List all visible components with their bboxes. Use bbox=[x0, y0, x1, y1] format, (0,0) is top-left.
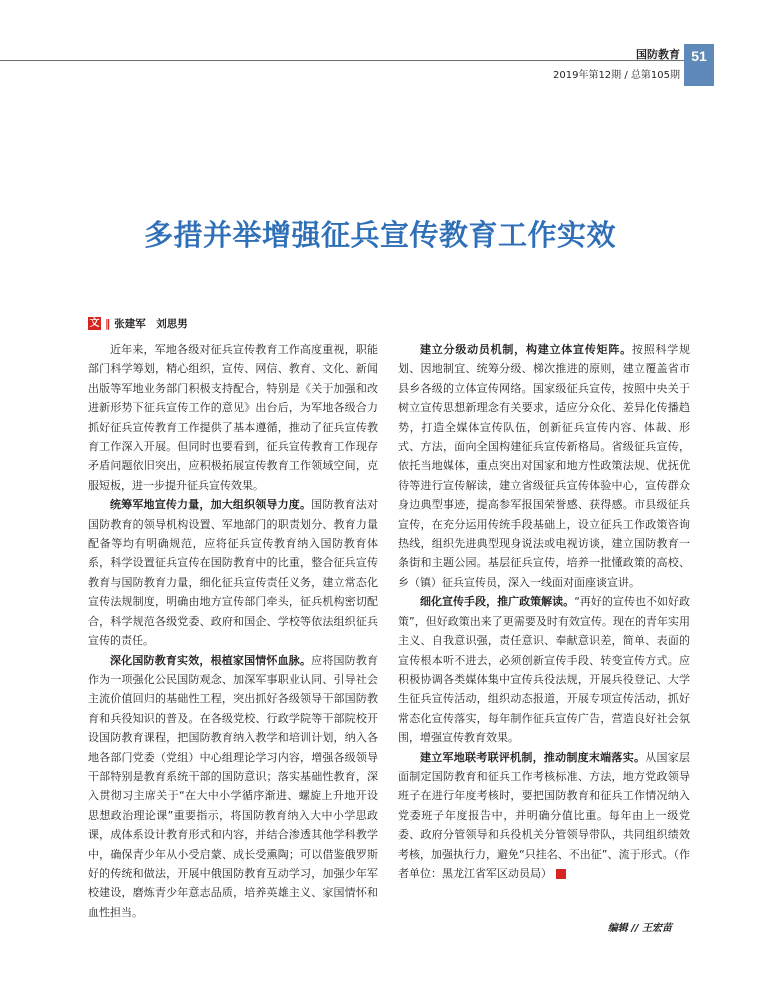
page-number: 51 bbox=[684, 44, 714, 86]
right-column bbox=[398, 340, 690, 883]
paragraph: 建立军地联考联评机制，推动制度末端落实。从国家层面制定国防教育和征兵工作考核标准、方法，地方党政领导班子在进行年度考核时，要把国防教育和征兵工作情况纳入党委班子年度报告中，并明确分值比重。每年由上一级党委、政府分管领导和兵役机关分管领导带队，共同组织绩效考核，加强执行力，避免“只挂名、不出征”、流于形式。（作者单位：黑龙江省军区动员局） G bbox=[398, 750, 691, 880]
byline-tag: 文 bbox=[89, 318, 100, 329]
issue-info: 2019年第12期 / 总第105期 bbox=[553, 70, 680, 81]
journal-name: 国防教育 bbox=[636, 48, 680, 61]
authors: 张建军 刘思男 bbox=[114, 318, 188, 330]
paragraph: 建立分级动员机制，构建立体宣传矩阵。按照科学规划、因地制宜、统筹分级、梯次推进的原则，建立覆盖省市县乡各级的立体宣传网络。国家级征兵宣传，按照中央关于树立宣传思想新理念有关要求，适应分众化、差异化传播趋势，打造全媒体宣传队伍，创新征兵宣传内容、体裁、形式、方法，面向全国构建征兵宣传新格局。省级征兵宣传，依托当地媒体，重点突出对国家和地方性政策法规、优抚优待等进行宣传解读，建立省级征兵宣传体验中心，宣传群众身边典型事迹，提高参军报国荣誉感、获得感。市县级征兵宣传，在充分运用传统手段基础上，设立征兵工作政策咨询热线，组织先进典型现身说法或电视访谈，建立国防教育一条街和主题公园。基层征兵宣传，培养一批懂政策的高校、乡（镇）征兵宣传员，深入一线面对面座谈宣讲。 bbox=[398, 343, 691, 589]
article-title: 多措并举增强征兵宣传教育工作实效 bbox=[143, 218, 616, 252]
byline bbox=[88, 316, 188, 331]
header-rule bbox=[0, 60, 684, 61]
paragraph: 近年来，军地各级对征兵宣传教育工作高度重视，职能部门科学筹划，精心组织，宣传、网信、教育、文化、新闻出版等军地业务部门积极支持配合，特别是《关于加强和改进新形势下征兵宣传工作的意见》出台后，为军地各级合力抓好征兵宣传教育工作提供了基本遵循，推动了征兵宣传教育工作深入开展。但同时也要看到，征兵宣传教育工作现存矛盾问题依旧突出，应积极拓展宣传教育工作领域空间，克服短板，进一步提升征兵宣传效果。 bbox=[88, 343, 378, 492]
editor-credit: 编辑 // 王宏苗 bbox=[607, 923, 672, 934]
paragraph: 细化宣传手段，推广政策解读。“再好的宣传也不如好政策”，但好政策出来了更需要及时有效宣传。现在的青年实用主义、自我意识强，责任意识、奉献意识差，简单、表面的宣传根本听不进去，必须创新宣传手段、转变宣传方式。应积极协调各类媒体集中宣传兵役法规，开展兵役登记、大学生征兵宣传活动，组织动态报道，开展专项宣传活动，抓好常态化宣传落实，每年制作征兵宣传广告，营造良好社会氛围，增强宣传教育效果。 bbox=[398, 595, 691, 745]
byline-divider: ‖ bbox=[105, 317, 111, 330]
paragraph: 深化国防教育实效，根植家国情怀血脉。应将国防教育作为一项强化公民国防观念、加深军事职业认同、引导社会主流价值回归的基础性工程，突出抓好各级领导干部国防教育和兵役知识的普及。在各级党校、行政学院等干部院校开设国防教育课程，把国防教育纳入教学和培训计划，纳入各地各部门党委（党组）中心组理论学习内容，增强各级领导干部特别是教育系统干部的国防意识；落实基础性教育，深入贯彻习主席关于“在大中小学循序渐进、螺旋上升地开设思想政治理论课”重要指示，将国防教育纳入大中小学思政课，成体系设计教育形式和内容，并结合渗透其他学科教学中，确保青少年从小受启蒙、成长受熏陶；可以借鉴俄罗斯好的传统和做法，开展中俄国防教育互动学习，加强少年军校建设，磨炼青少年意志品质，培养英雄主义、家国情怀和血性担当。 bbox=[88, 653, 379, 919]
left-column bbox=[88, 340, 378, 922]
end-mark-icon: G bbox=[556, 869, 566, 879]
author-unit: （作者单位：黑龙江省军区动员局） bbox=[398, 847, 691, 880]
paragraph: 统筹军地宣传力量，加大组织领导力度。国防教育法对国防教育的领导机构设置、军地部门的职责划分、教育力量配备等均有明确规范，应将征兵宣传教育纳入国防教育体系，科学设置征兵宣传在国防教育中的比重，整合征兵宣传教育与国防教育力量，细化征兵宣传责任义务，建立常态化宣传法规制度，明确由地方宣传部门牵头，征兵机构密切配合，科学规范各级党委、政府和国企、学校等依法组织征兵宣传的责任。 bbox=[88, 498, 379, 648]
